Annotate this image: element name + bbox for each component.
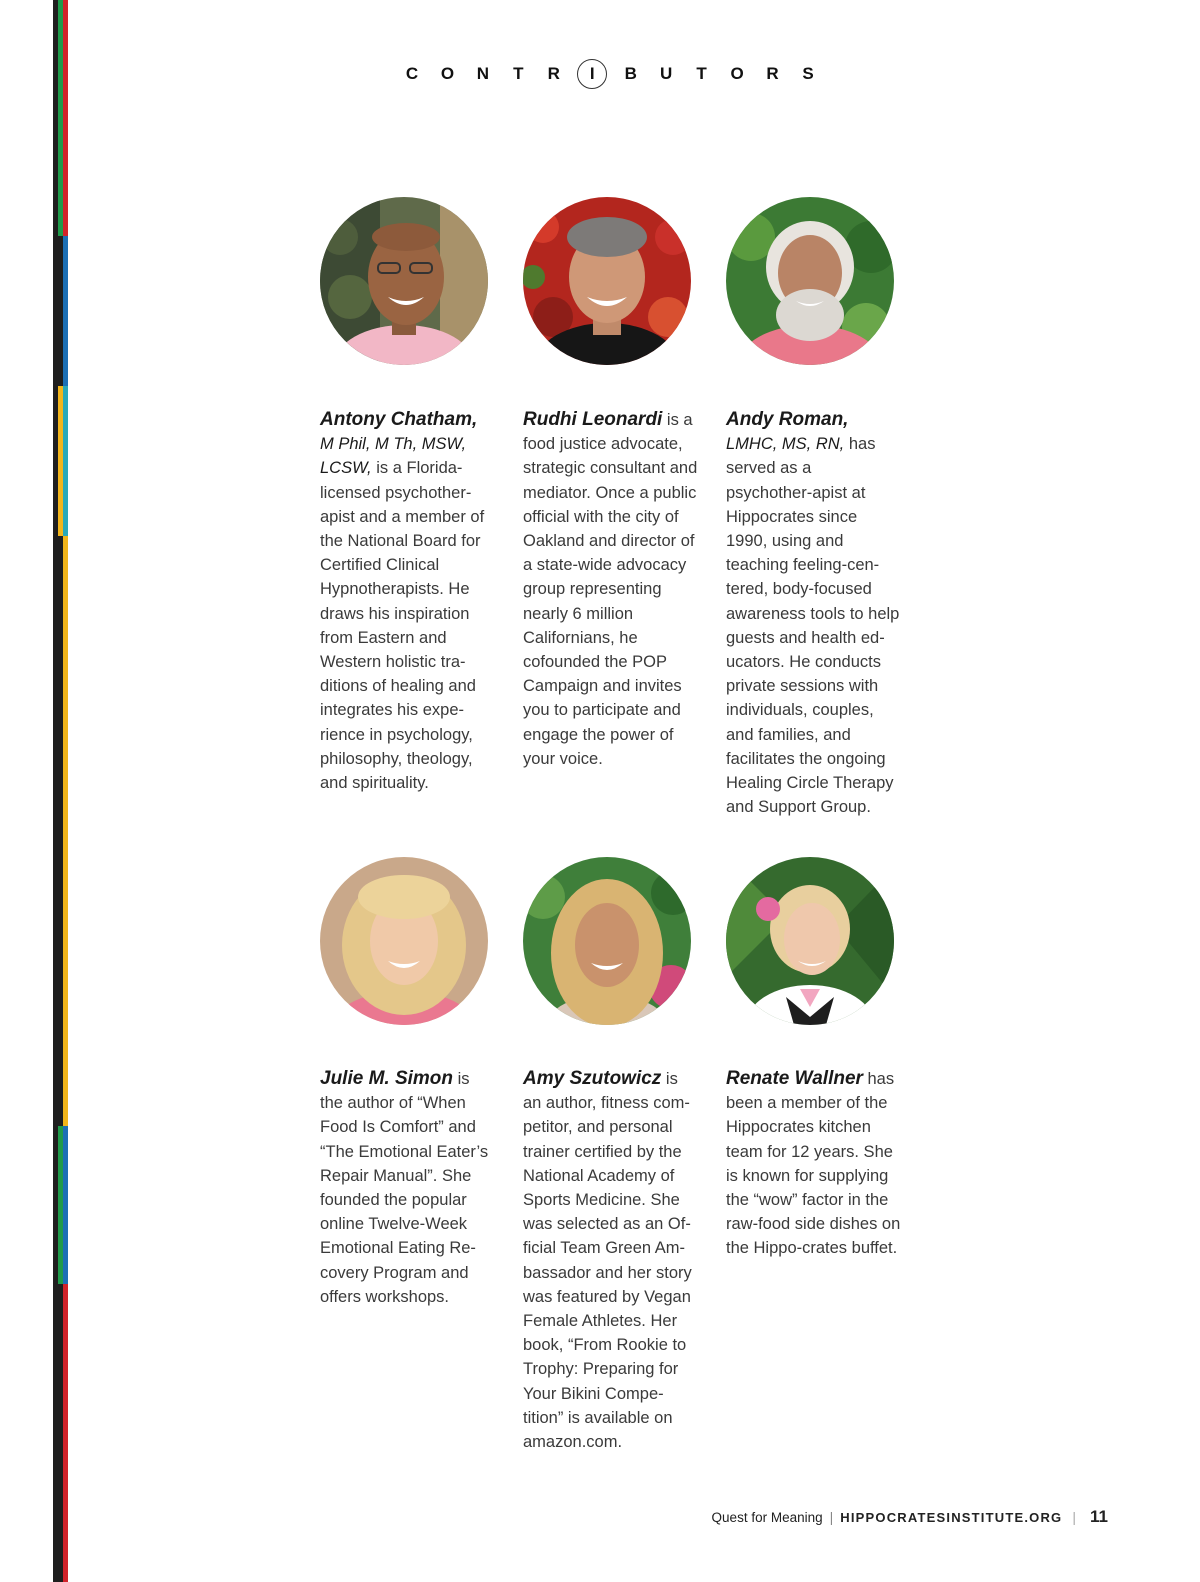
footer-separator: | (829, 1509, 834, 1525)
title-letter-circled: I (577, 59, 607, 89)
bio-renate-wallner (726, 1067, 901, 1261)
contributor-bio: has been a member of the Hippocrates kitchen team for 12 years. She is known for supplying the “wow” factor in the raw-food side dishes on the Hippo-crates buffet. (726, 1070, 901, 1258)
stripe-segment (63, 0, 68, 236)
title-letter: U (660, 64, 673, 83)
bio-julie-simon (320, 1067, 495, 1309)
portrait-amy-szutowicz (523, 857, 691, 1025)
title-letter: T (696, 64, 707, 83)
magazine-title: Quest for Meaning (711, 1509, 823, 1525)
title-letter: O (440, 64, 455, 83)
contributor-name: Rudhi Leonardi (523, 409, 663, 430)
bio-antony-chatham (320, 408, 495, 795)
title-letter: S (802, 64, 814, 83)
footer-separator: | (1072, 1509, 1077, 1525)
contributor-name: Andy Roman, (726, 409, 849, 430)
title-letter: T (513, 64, 524, 83)
stripe-segment (63, 1284, 68, 1582)
section-title (400, 58, 820, 90)
title-letter: O (730, 64, 744, 83)
portrait-julie-simon (320, 857, 488, 1025)
bio-amy-szutowicz (523, 1067, 698, 1454)
title-letter: R (766, 64, 779, 83)
title-letter: B (624, 64, 637, 83)
portrait-renate-wallner (726, 857, 894, 1025)
title-letter: N (476, 64, 490, 83)
stripe-right (63, 0, 68, 1582)
stripe-segment (63, 536, 68, 1126)
title-letter: R (547, 64, 560, 83)
contributor-bio: has served as a psychother-apist at Hippocrates since 1990, using and teaching feeling-cen-tered, body-focused awareness tools to help guests and health ed-ucators. He conducts private sessions with individuals, couples, and families, and facilitates the ongoing Healing Circle Therapy and Support Group. (726, 435, 900, 817)
contributor-bio: is an author, fitness com-petitor, and personal trainer certified by the National Academy of Sports Medicine. She was selected as an Of-ficial Team Green Am-bassador and her story was featured by Vegan Female Athletes. Her book, “From Rookie to Trophy: Preparing for Your Bikini Compe-tition” is available on amazon.com. (523, 1070, 692, 1452)
contributor-bio: is the author of “When Food Is Comfort” and “The Emotional Eater’s Repair Manual”. She founded the popular online Twelve-Week Emotional Eating Re-covery Program and offers workshops. (320, 1070, 489, 1306)
stripe-segment (63, 1126, 68, 1284)
contributor-bio: is a Florida-licensed psychother-apist and a member of the National Board for Certified Clinical Hypnotherapists. He draws his inspiration from Eastern and Western holistic tra-ditions of healing and integrates his expe-rience in psychology, philosophy, theology, and spirituality. (320, 459, 485, 793)
contributor-name: Antony Chatham, (320, 409, 478, 430)
contributor-credentials: LMHC, MS, RN, (726, 435, 845, 454)
bio-rudhi-leonardi (523, 408, 698, 771)
contributor-name: Julie M. Simon (320, 1068, 454, 1089)
contributor-credentials: M Phil, M Th, MSW, LCSW, (320, 435, 467, 478)
contributor-name: Renate Wallner (726, 1068, 863, 1089)
title-letter: C (405, 64, 419, 83)
stripe-segment (63, 236, 68, 386)
contributor-name: Amy Szutowicz (523, 1068, 662, 1089)
contributor-bio: is a food justice advocate, strategic consultant and mediator. Once a public official with the city of Oakland and director of a state-wide advocacy group representing nearly 6 million Californians, he cofounded the POP Campaign and invites you to participate and engage the power of your voice. (523, 411, 698, 768)
stripe-segment (63, 386, 68, 536)
portrait-antony-chatham (320, 197, 488, 365)
page-number: 11 (1090, 1507, 1108, 1526)
page-footer (712, 1507, 1108, 1527)
portrait-rudhi-leonardi (523, 197, 691, 365)
decorative-color-stripes (53, 0, 73, 1582)
portrait-andy-roman (726, 197, 894, 365)
bio-andy-roman (726, 408, 901, 819)
website-link[interactable]: HIPPOCRATESINSTITUTE.ORG (840, 1509, 1063, 1525)
